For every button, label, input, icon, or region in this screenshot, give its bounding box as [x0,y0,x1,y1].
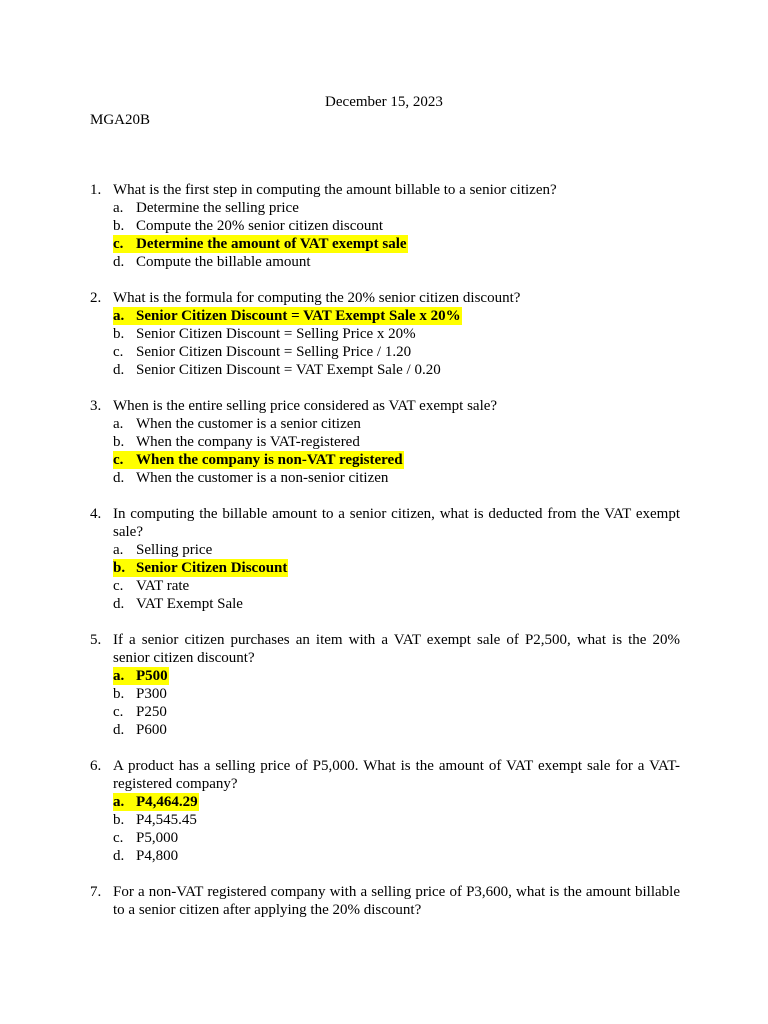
highlighted-answer-option [113,793,680,811]
answer-option [113,577,680,595]
answer-options [90,307,680,379]
question-item [90,631,680,739]
option-letter: b. [113,326,125,342]
option-text: Compute the 20% senior citizen discount [136,218,384,234]
answer-option [113,847,680,865]
option-letter: a. [113,416,124,432]
question-row [90,397,680,415]
option-text: P600 [136,722,167,738]
option-letter: c. [113,344,124,360]
question-item [90,883,680,919]
question-list [90,181,680,937]
option-letter: a. [113,200,124,216]
option-text: Senior Citizen Discount = VAT Exempt Sale x 20% [136,308,461,324]
option-text: When the customer is a non-senior citizen [136,470,389,486]
option-letter: a. [113,307,136,325]
question-number: 5. [90,632,102,648]
answer-option [113,685,680,703]
option-text: VAT Exempt Sale [136,596,243,612]
answer-option [113,469,680,487]
answer-option [113,253,680,271]
question-text: What is the formula for computing the 20% senior citizen discount? [113,290,521,306]
answer-option [113,703,680,721]
option-letter: d. [113,848,125,864]
option-letter: d. [113,254,125,270]
option-letter: b. [113,434,125,450]
option-letter: a. [113,793,136,811]
question-item [90,289,680,379]
option-letter: d. [113,362,125,378]
option-text: P4,800 [136,848,179,864]
question-row [90,181,680,199]
question-text: When is the entire selling price considered as VAT exempt sale? [113,398,498,414]
answer-options [90,415,680,487]
option-text: P4,545.45 [136,812,197,828]
answer-option [113,433,680,451]
answer-option [113,217,680,235]
option-text: P250 [136,704,167,720]
answer-option [113,415,680,433]
question-text: A product has a selling price of P5,000. What is the amount of VAT exempt sale for a VAT-registered company? [113,758,680,792]
answer-option [113,199,680,217]
answer-options [90,667,680,739]
question-row [90,289,680,307]
option-text: When the customer is a senior citizen [136,416,361,432]
option-letter: c. [113,578,124,594]
option-text: P300 [136,686,167,702]
question-item [90,757,680,865]
answer-option [113,595,680,613]
option-text: When the company is VAT-registered [136,434,360,450]
question-item [90,181,680,271]
highlighted-answer-option [113,451,680,469]
option-letter: b. [113,218,125,234]
question-item [90,505,680,613]
option-text: Determine the amount of VAT exempt sale [136,236,407,252]
option-text: When the company is non-VAT registered [136,452,403,468]
option-text: Senior Citizen Discount = VAT Exempt Sale / 0.20 [136,362,441,378]
question-item [90,397,680,487]
option-text: Determine the selling price [136,200,299,216]
highlighted-answer-option [113,307,680,325]
question-row [90,883,680,919]
question-row [90,757,680,793]
answer-option [113,721,680,739]
question-row [90,505,680,541]
question-number: 4. [90,506,102,522]
option-text: Senior Citizen Discount [136,560,288,576]
option-letter: a. [113,667,136,685]
question-text: For a non-VAT registered company with a selling price of P3,600, what is the amount billable to a senior citizen after applying the 20% discount? [113,884,680,918]
course-code: MGA20B [90,112,151,128]
option-letter: a. [113,542,124,558]
option-letter: d. [113,470,125,486]
answer-option [113,361,680,379]
highlighted-answer-option [113,559,680,577]
option-text: P5,000 [136,830,179,846]
answer-options [90,541,680,613]
question-text: In computing the billable amount to a senior citizen, what is deducted from the VAT exempt sale? [113,506,680,540]
option-text: Compute the billable amount [136,254,311,270]
option-letter: c. [113,451,136,469]
answer-options [90,793,680,865]
option-text: Selling price [136,542,213,558]
option-letter: b. [113,559,136,577]
option-text: Senior Citizen Discount = Selling Price x 20% [136,326,416,342]
question-number: 2. [90,290,102,306]
answer-option [113,829,680,847]
option-letter: b. [113,686,125,702]
option-letter: c. [113,235,136,253]
question-number: 6. [90,758,102,774]
option-letter: b. [113,812,125,828]
option-text: P4,464.29 [136,794,198,810]
question-row [90,631,680,667]
option-letter: d. [113,722,125,738]
answer-option [113,343,680,361]
question-number: 7. [90,884,102,900]
answer-option [113,541,680,559]
option-letter: c. [113,830,124,846]
option-letter: d. [113,596,125,612]
option-text: Senior Citizen Discount = Selling Price / 1.20 [136,344,412,360]
question-text: If a senior citizen purchases an item with a VAT exempt sale of P2,500, what is the 20% senior citizen discount? [113,632,680,666]
option-text: VAT rate [136,578,190,594]
question-text: What is the first step in computing the amount billable to a senior citizen? [113,182,557,198]
highlighted-answer-option [113,667,680,685]
highlighted-answer-option [113,235,680,253]
question-number: 1. [90,182,102,198]
option-text: P500 [136,668,168,684]
option-letter: c. [113,704,124,720]
question-number: 3. [90,398,102,414]
answer-option [113,811,680,829]
answer-options [90,199,680,271]
answer-option [113,325,680,343]
document-date: December 15, 2023 [325,94,443,110]
